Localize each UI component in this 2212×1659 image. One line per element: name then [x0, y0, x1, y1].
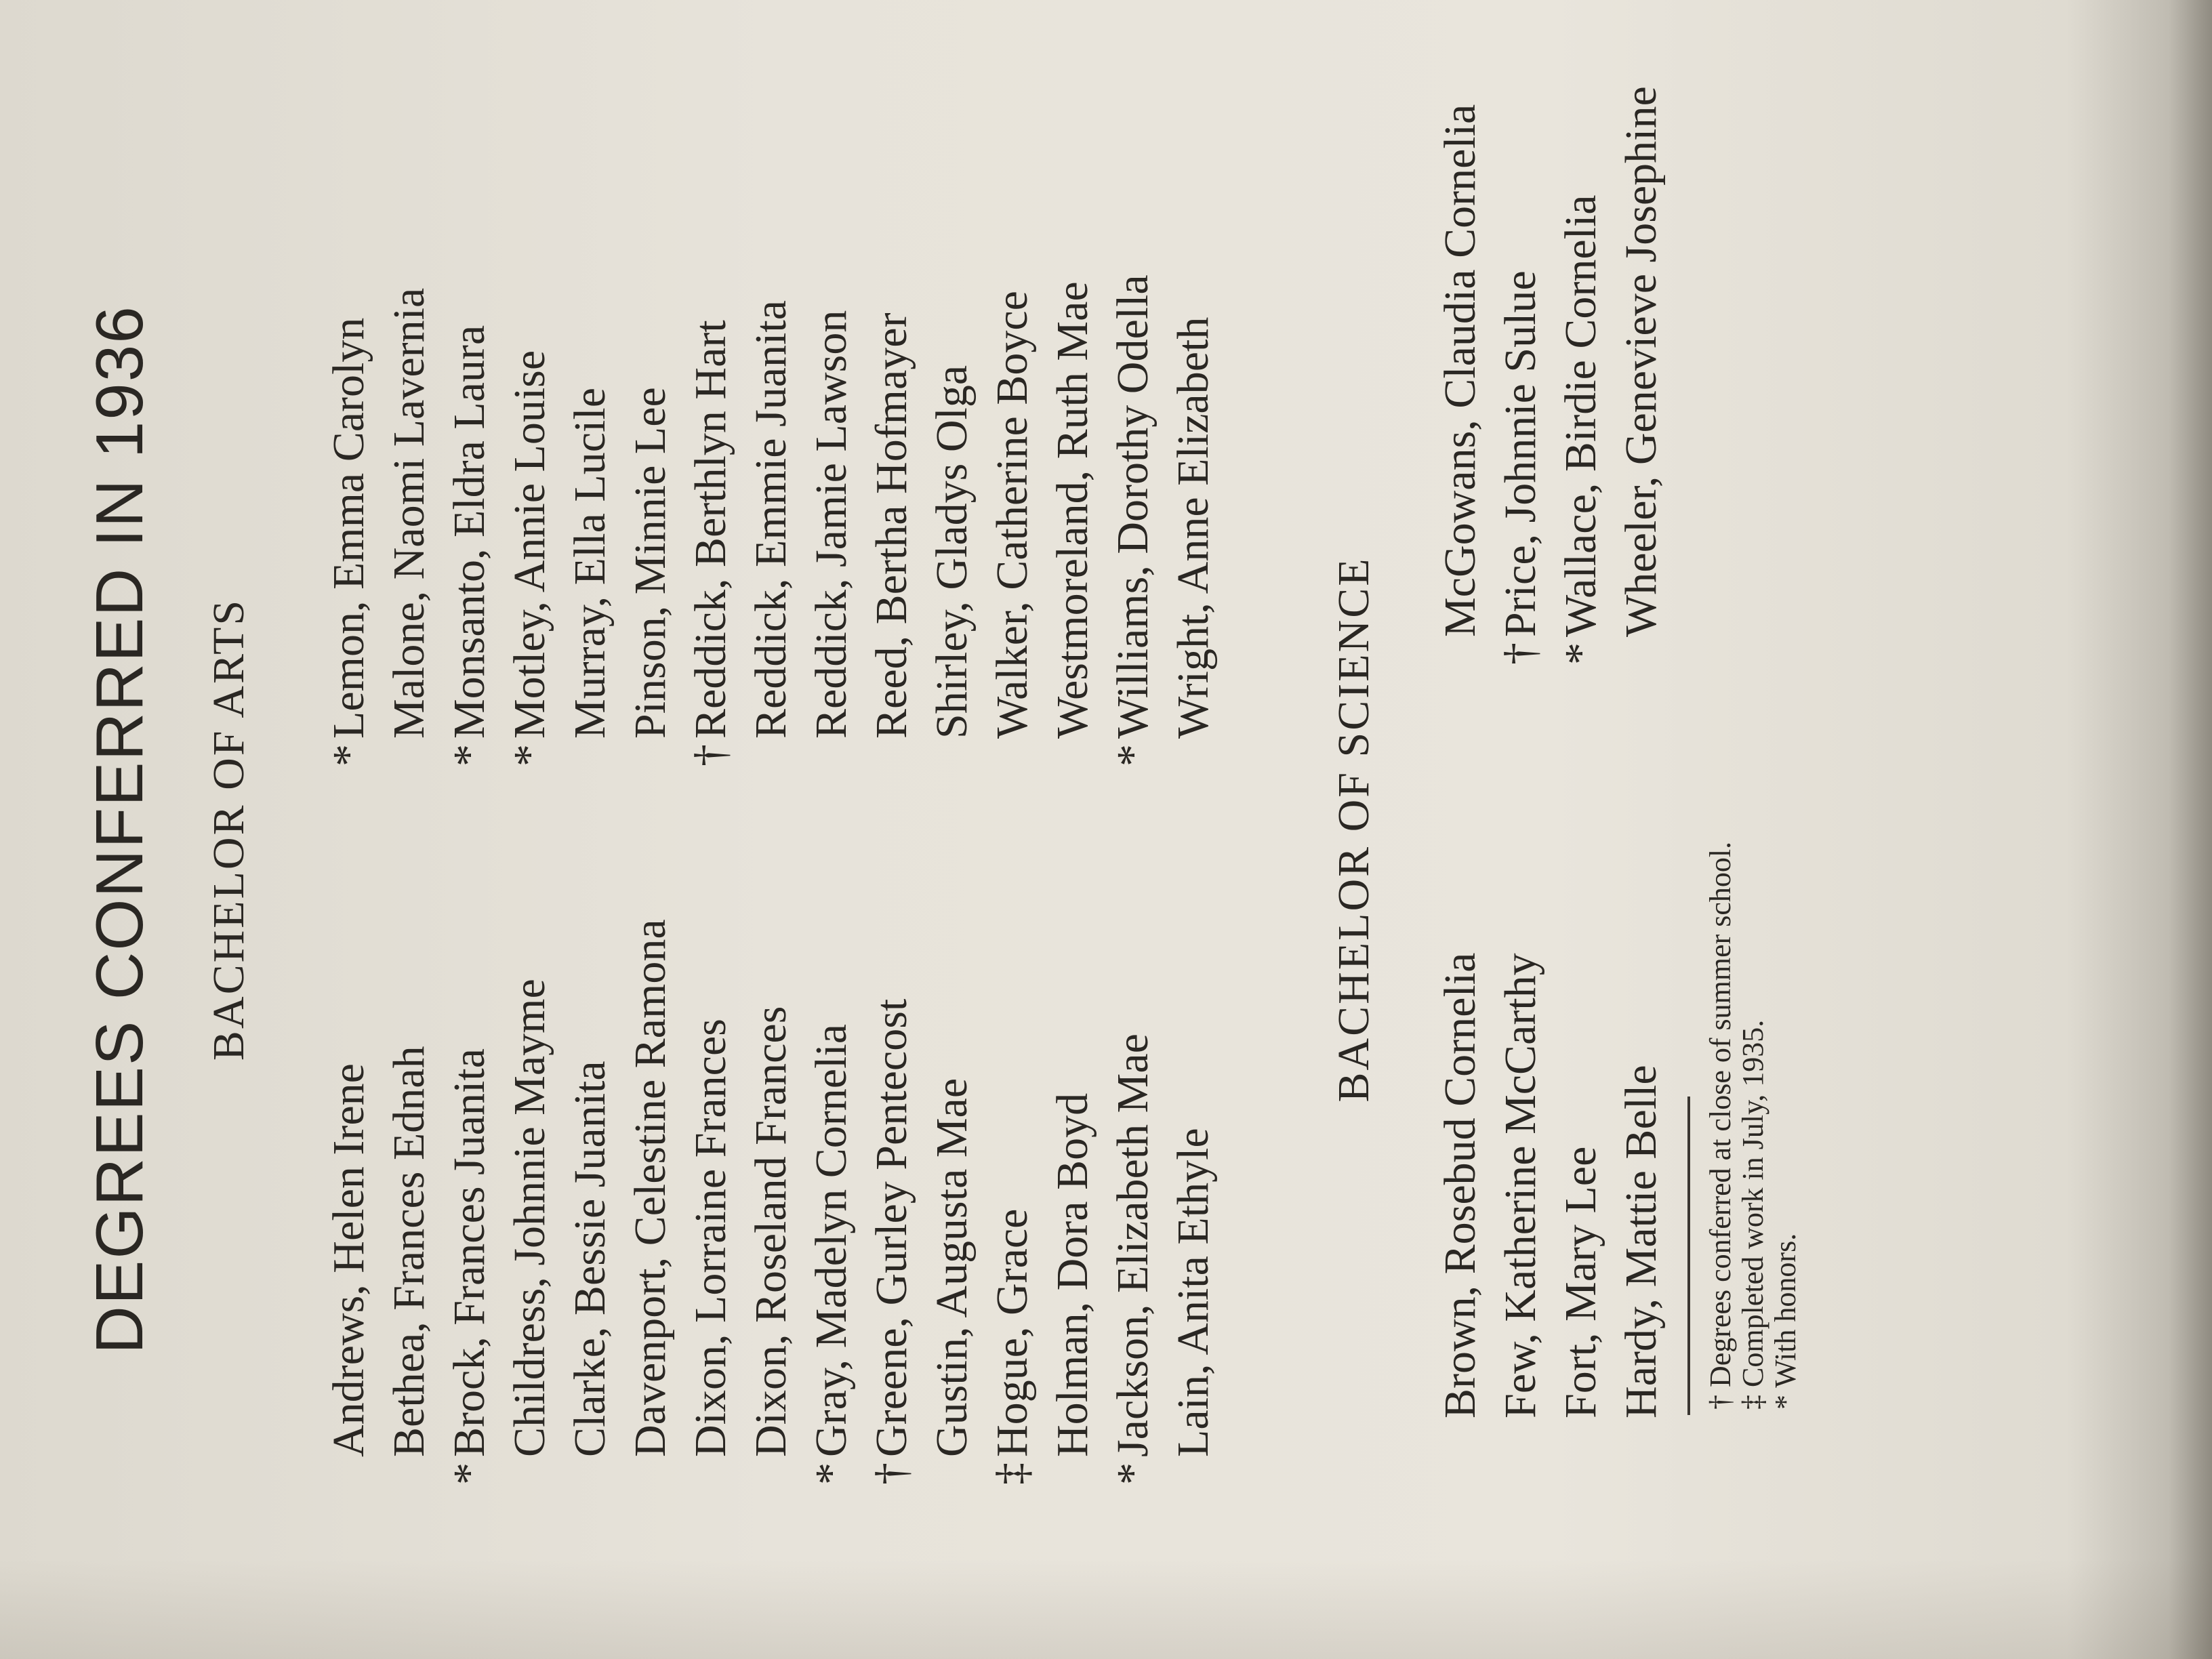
bachelor-of-arts-left-column: [319, 919, 1223, 1496]
graduate-entry: [1042, 919, 1103, 1496]
graduate-entry: [1103, 919, 1163, 1496]
graduate-entry: [620, 919, 680, 1496]
graduate-name: Dixon, Lorraine Frances: [686, 1019, 735, 1457]
graduate-name: Greene, Gurley Pentecost: [867, 998, 916, 1457]
graduate-entry: [620, 274, 680, 778]
graduate-entry: [1163, 919, 1223, 1496]
graduate-name: Shirley, Gladys Olga: [927, 365, 977, 739]
entry-mark: *: [1108, 744, 1158, 766]
graduate-name: Walker, Catherine Boyce: [987, 291, 1037, 739]
graduate-name: Reddick, Berthlyn Hart: [686, 320, 735, 739]
footnotes: [1704, 842, 1802, 1410]
graduate-entry: [1042, 274, 1103, 778]
entry-mark: †: [686, 744, 735, 766]
graduate-entry: [680, 274, 741, 778]
graduate-name: Jackson, Elizabeth Mae: [1108, 1033, 1158, 1457]
bachelor-of-arts-right-column: [319, 274, 1223, 778]
graduate-name: Brown, Rosebud Cornelia: [1435, 952, 1485, 1418]
graduate-name: Dixon, Roseland Frances: [746, 1006, 796, 1457]
graduate-name: Andrews, Helen Irene: [324, 1063, 373, 1457]
graduate-entry: [379, 274, 439, 778]
graduate-entry: [801, 919, 861, 1496]
graduate-entry: [319, 919, 379, 1496]
entry-mark: *: [445, 1462, 494, 1485]
graduate-name: Wright, Anne Elizabeth: [1168, 316, 1218, 739]
entry-mark: *: [1108, 1462, 1158, 1485]
graduate-entry: [1551, 86, 1611, 676]
graduate-entry: [379, 919, 439, 1496]
graduate-name: Reed, Bertha Hofmayer: [867, 312, 916, 739]
graduate-entry: [1611, 86, 1671, 676]
graduate-name: Gustin, Augusta Mae: [927, 1078, 977, 1457]
graduate-name: Reddick, Jamie Lawson: [806, 310, 856, 739]
graduate-name: Clarke, Bessie Juanita: [565, 1061, 615, 1457]
graduate-entry: [1103, 274, 1163, 778]
graduate-entry: [801, 274, 861, 778]
graduate-entry: [982, 919, 1042, 1496]
entry-mark: †: [867, 1462, 916, 1485]
page-title: DEGREES CONFERRED IN 1936: [82, 305, 157, 1354]
graduate-entry: [1490, 953, 1551, 1418]
graduate-name: Hogue, Grace: [987, 1208, 1037, 1457]
graduate-name: Bethea, Frances Ednah: [384, 1046, 434, 1457]
graduate-entry: [439, 274, 499, 778]
graduate-name: Pinson, Minnie Lee: [626, 387, 675, 739]
entry-mark: *: [1556, 642, 1605, 665]
graduate-name: Wallace, Birdie Cornelia: [1556, 194, 1605, 637]
graduate-entry: [982, 274, 1042, 778]
entry-mark: *: [806, 1462, 856, 1485]
graduate-entry: [922, 919, 982, 1496]
footnote-summer-school: † Degrees conferred at close of summer school.: [1704, 841, 1737, 1410]
graduate-entry: [439, 919, 499, 1496]
graduate-entry: [861, 274, 922, 778]
entry-mark: †: [1496, 642, 1545, 665]
footnote-july-1935: ‡ Completed work in July, 1935.: [1736, 1019, 1769, 1410]
footnote-honors: * With honors.: [1769, 1233, 1802, 1410]
graduate-entry: [499, 274, 560, 778]
graduate-name: Childress, Johnnie Mayme: [505, 979, 554, 1457]
graduate-entry: [741, 919, 801, 1496]
entry-mark: ‡: [987, 1462, 1037, 1485]
footnote-divider: [1687, 1097, 1690, 1415]
graduate-name: Williams, Dorothy Odella: [1108, 274, 1158, 739]
graduate-name: Murray, Ella Lucile: [565, 387, 615, 739]
graduate-name: Price, Johnnie Sulue: [1496, 270, 1545, 637]
graduate-name: Motley, Annie Louise: [505, 350, 554, 739]
graduate-name: Holman, Dora Boyd: [1048, 1092, 1097, 1457]
graduate-entry: [560, 274, 620, 778]
entry-mark: *: [324, 744, 373, 766]
graduate-name: McGowans, Claudia Cornelia: [1435, 104, 1485, 637]
graduate-name: Few, Katherine McCarthy: [1496, 953, 1545, 1418]
graduate-name: Hardy, Mattie Belle: [1616, 1065, 1666, 1418]
graduate-name: Brock, Frances Juanita: [445, 1048, 494, 1457]
graduate-entry: [319, 274, 379, 778]
graduate-name: Lain, Anita Ethyle: [1168, 1128, 1218, 1457]
graduate-name: Fort, Mary Lee: [1556, 1146, 1605, 1418]
graduate-entry: [1430, 953, 1490, 1418]
graduate-entry: [1611, 953, 1671, 1418]
graduate-entry: [1490, 86, 1551, 676]
graduate-entry: [1551, 953, 1611, 1418]
graduate-entry: [861, 919, 922, 1496]
graduate-name: Reddick, Emmie Juanita: [746, 300, 796, 739]
graduate-entry: [1430, 86, 1490, 676]
graduate-name: Lemon, Emma Carolyn: [324, 317, 373, 739]
bachelor-of-science-heading: BACHELOR OF SCIENCE: [1329, 556, 1378, 1103]
bachelor-of-science-left-column: [1430, 953, 1671, 1418]
graduate-entry: [680, 919, 741, 1496]
entry-mark: *: [505, 744, 554, 766]
bachelor-of-science-right-column: [1430, 86, 1671, 676]
graduate-name: Malone, Naomi Lavernia: [384, 287, 434, 739]
graduate-name: Westmoreland, Ruth Mae: [1048, 281, 1097, 739]
graduate-name: Monsanto, Eldra Laura: [445, 325, 494, 739]
graduate-entry: [560, 919, 620, 1496]
graduate-name: Davenport, Celestine Ramona: [626, 919, 675, 1457]
graduate-entry: [922, 274, 982, 778]
graduate-entry: [741, 274, 801, 778]
entry-mark: *: [445, 744, 494, 766]
graduate-name: Wheeler, Genevieve Josephine: [1616, 86, 1666, 637]
graduate-entry: [1163, 274, 1223, 778]
graduate-name: Gray, Madelyn Cornelia: [806, 1023, 856, 1457]
bachelor-of-arts-heading: BACHELOR OF ARTS: [204, 598, 253, 1061]
graduate-entry: [499, 919, 560, 1496]
